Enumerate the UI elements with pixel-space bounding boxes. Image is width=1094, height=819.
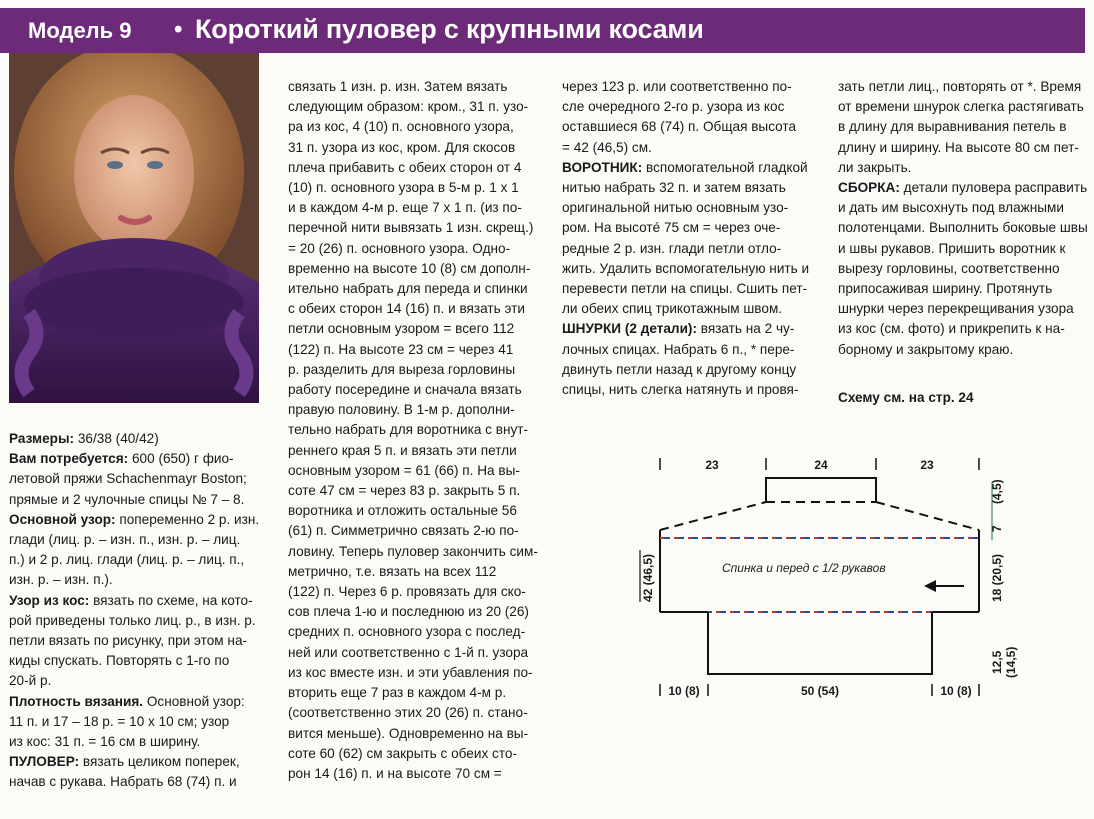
text-run: и швы рукавов. Пришить воротник к [838,240,1066,256]
text-run: 600 (650) г фио- [128,451,234,467]
text-line [9,651,265,671]
section-heading: Размеры: [9,431,75,446]
text-line [9,570,265,590]
text-run: начав с рукава. Набрать 68 (74) п. и [9,774,237,790]
text-line [9,530,265,550]
text-line [9,469,265,489]
text-run: нитью набрать 32 п. и затем вязать [562,180,786,196]
text-run: сле очередного 2-го р. узора из кос [562,99,785,115]
text-line [838,198,1088,218]
text-run: редные 2 р. изн. глади петли отло- [562,240,782,256]
text-line: с обеих сторон 14 (16) п. и вязать эти [288,301,525,317]
text-line: р. разделить для выреза горловины [288,361,516,377]
text-line [838,279,1088,299]
text-run: вязать целиком поперек, [79,754,240,770]
section-heading: СБОРКА: [838,180,900,196]
section-heading: ВОРОТНИК: [562,159,643,175]
section-heading: Узор из кос: [9,592,90,608]
text-run: полотенцами. Выполнить боковые швы [838,220,1088,236]
text-run: припосаживая ширину. Протянуть [838,281,1053,297]
text-run: рой приведены только лиц. р., в изн. р. [9,612,256,628]
page-title: Короткий пуловер с крупными косами [195,14,704,44]
text-line: (10) п. основного узора в 5-м р. 1 х 1 [288,180,519,196]
text-line [9,772,265,792]
model-photo-illustration [9,53,259,403]
direction-arrow-icon [924,580,936,592]
text-line [562,218,812,238]
text-run: оставшиеся 68 (74) п. Общая высота [562,119,797,135]
text-line: временно на высоте 10 (8) см дополн- [288,260,531,276]
text-run: п.) и 2 р. лиц. глади (лиц. р. – лиц. п., [9,552,245,568]
column-3 [562,77,812,400]
collar-outline [766,478,876,502]
body-bottom [708,612,932,674]
section-heading: Вам потребуется: [9,451,129,467]
text-run: прямые и 2 чулочные спицы № 7 – 8. [9,491,245,507]
text-line [9,732,265,752]
text-line [838,77,1088,97]
text-run: глади (лиц. р. – изн. п., изн. р. – лиц. [9,532,241,548]
text-run: перевести петли на спицы. Сшить пет- [562,281,808,297]
dim-bottom-left: 10 (8) [668,684,700,698]
text-run: ли закрыть. [838,159,912,175]
text-run: оригинальной нитью основным узо- [562,200,789,216]
text-line [562,319,812,339]
text-line [562,198,812,218]
text-line [562,360,812,380]
text-line [9,692,265,712]
text-line: 31 п. узора из кос, кром. Для скосов [288,139,516,155]
section-heading: Плотность вязания. [9,693,144,709]
dim-top-right: 23 [920,458,934,472]
scheme-reference: Схему см. на стр. 24 [838,390,974,405]
text-run: спицы, нить слегка натянуть и провя- [562,382,799,398]
text-run: вырезу горловины, соответственно [838,260,1060,276]
text-line: вторить еще 7 раз в каждом 4-м р. [288,685,507,701]
text-line [9,550,265,570]
dim-left-height: 42 (46,5) [641,553,655,602]
text-line [9,429,265,449]
dim-right-bot: 12,5 [990,650,1004,674]
text-line: связать 1 изн. р. изн. Затем вязать [288,79,508,94]
text-run: борному и закрытому краю. [838,341,1014,357]
text-line: воротника и отложить остальные 56 [288,503,517,519]
text-line [562,158,812,178]
text-line: ительно набрать для переда и спинки [288,281,528,297]
text-run: вязать по схеме, на кото- [89,592,253,608]
text-line [9,449,265,469]
text-line: основным узором = 61 (66) п. На вы- [288,462,520,478]
text-line: метрично, т.е. вязать на всех 112 [288,563,497,579]
text-line: рон 14 (16) п. и на высоте 70 см = [288,765,502,781]
text-run: детали пуловера расправить [899,180,1088,196]
text-line: вится меньше). Одновременно на вы- [288,725,529,741]
diagram-label: Спинка и перед с 1/2 рукавов [722,561,886,575]
text-line [562,259,812,279]
text-line: работу посередине и сначала вязать [288,382,522,398]
text-line: перечной нити вывязать 1 изн. скрещ.) [288,220,534,236]
text-line [838,117,1088,137]
text-line [838,158,1088,178]
text-line [562,138,812,158]
text-line [562,340,812,360]
text-run: 36/38 (40/42) [74,431,159,446]
text-line [562,97,812,117]
dim-right-top-alt: (4,5) [990,479,1004,504]
column-4 [838,77,1088,360]
text-line [9,490,265,510]
text-run: жить. Удалить вспомогательную нить и [562,260,810,276]
text-line [838,138,1088,158]
text-line [838,259,1088,279]
text-line: реннего края 5 п. и вязать эти петли [288,442,517,458]
dim-right-bot-alt: (14,5) [1004,646,1018,678]
text-line [9,631,265,651]
text-line: (61) п. Симметрично связать 2-ю по- [288,523,519,539]
section-heading: Основной узор: [9,511,116,527]
text-line: = 20 (26) п. основного узора. Одно- [288,240,511,256]
text-run: двинуть петли назад к другому концу [562,361,797,377]
text-line [562,178,812,198]
text-run: длину и ширину. На высоте 80 см пет- [838,139,1079,155]
text-line [838,299,1088,319]
text-line [9,752,265,772]
text-line: ловину. Теперь пуловер закончить сим- [288,543,538,559]
text-line [9,591,265,611]
text-run: ли обеих спиц трикотажным швом. [562,301,783,317]
text-line [9,510,265,530]
text-line: ней или соответственно с 1-й п. узора [288,644,529,660]
text-run: изн. р. – изн. п.). [9,572,113,588]
text-line: средних п. основного узора с послед- [288,624,526,640]
text-line [838,319,1088,339]
text-run: лочных спицах. Набрать 6 п., * пере- [562,341,795,357]
text-run: через 123 р. или соответственно по- [562,79,792,94]
text-line [562,77,812,97]
text-line: (соответственно этих 20 (26) п. стано- [288,705,528,721]
text-line: тельно набрать для воротника с внут- [288,422,529,438]
column-1 [9,429,265,793]
text-line [9,671,265,691]
pattern-diagram [630,452,1020,702]
text-run: попеременно 2 р. изн. [115,511,260,527]
text-run: шнурки через перекрещивания узора [838,301,1074,317]
text-run: зать петли лиц., повторять от *. Время [838,79,1082,94]
text-line [562,117,812,137]
model-photo [9,53,259,403]
model-number: Модель 9 [28,18,132,43]
text-line [838,239,1088,259]
text-run: вязать на 2 чу- [696,321,795,337]
text-run: 20-й р. [9,673,52,689]
text-line [562,239,812,259]
text-run: от времени шнурок слегка растягивать [838,99,1084,115]
text-run: из кос (см. фото) и прикрепить к на- [838,321,1065,337]
text-line: из кос вместе изн. и эти убавления по- [288,664,533,680]
text-line [9,611,265,631]
text-line: соте 47 см = через 83 р. закрыть 5 п. [288,483,521,499]
text-run: петли вязать по рисунку, при этом на- [9,633,248,649]
text-run: киды спускать. Повторять с 1-го по [9,653,230,669]
shoulder-right [876,502,979,530]
dim-top-left: 23 [705,458,719,472]
dim-right-mid: 18 (20,5) [990,553,1004,602]
text-run: летовой пряжи Schachenmayr Boston; [9,471,247,487]
text-line [838,178,1088,198]
text-line: следующим образом: кром., 31 п. узо- [288,99,529,115]
text-line [562,380,812,400]
shoulder-left [660,502,766,530]
text-run: и дать им высохнуть под влажными [838,200,1064,216]
text-line: и в каждом 4-м р. еще 7 х 1 п. (из по- [288,200,522,216]
text-run: Основной узор: [143,693,245,709]
text-line: ра из кос, 4 (10) п. основного узора, [288,119,514,135]
text-line: сов плеча 1-ю и последнюю из 20 (26) [288,604,529,620]
text-line [838,218,1088,238]
text-line [838,340,1088,360]
dim-bottom-right: 10 (8) [940,684,972,698]
text-line: петли основным узором = всего 112 [288,321,515,337]
text-run: 11 п. и 17 – 18 р. = 10 х 10 см; узор [9,713,230,729]
section-heading: ПУЛОВЕР: [9,754,80,770]
text-line: соте 60 (62) см закрыть с обеих сто- [288,745,517,761]
text-line: (122) п. На высоте 23 см = через 41 [288,341,514,357]
dim-right-top: 7 [990,525,1004,532]
dim-bottom-mid: 50 (54) [800,684,840,698]
header-bar [0,8,1085,53]
text-line [562,299,812,319]
text-line: правую половину. В 1-м р. дополни- [288,402,515,418]
column-2 [288,77,540,784]
header-bullet: • [174,16,183,43]
dim-top-mid: 24 [814,458,828,472]
text-line [562,279,812,299]
text-run: вспомогательной гладкой [642,159,808,175]
text-line: плеча прибавить с обеих сторон от 4 [288,159,522,175]
text-run: в длину для выравнивания петель в [838,119,1067,135]
text-run: из кос: 31 п. = 16 см в ширину. [9,734,201,750]
section-heading: ШНУРКИ (2 детали): [562,321,697,337]
text-run: ром. На высотé 75 см = через оче- [562,220,781,236]
text-line [838,97,1088,117]
text-run: = 42 (46,5) см. [562,139,652,155]
text-line: (122) п. Через 6 р. провязать для ско- [288,584,526,600]
text-line [9,712,265,732]
